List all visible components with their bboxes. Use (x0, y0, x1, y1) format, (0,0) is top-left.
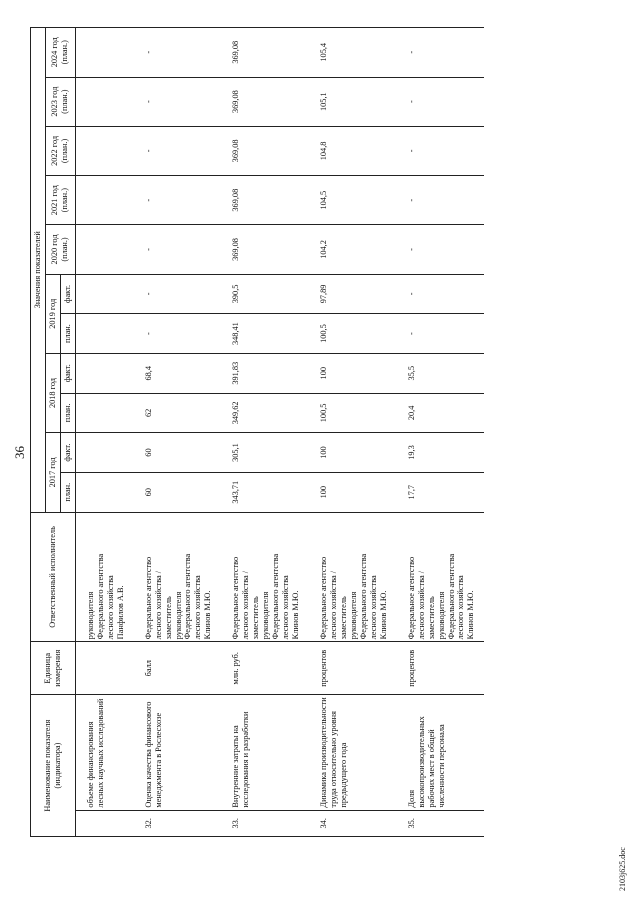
executor-line: лесного хозяйства / (241, 570, 251, 640)
header-executor: Ответственный исполнитель (31, 512, 76, 642)
value-cell: 390,5 (221, 274, 309, 314)
header-year-2023: 2023 год (план.) (45, 77, 75, 126)
value-cell: - (397, 274, 485, 314)
value-cell: 100 (309, 433, 397, 473)
value-cell: 369,08 (221, 225, 309, 274)
executor-line: лесного хозяйства (281, 575, 291, 640)
executor-line: лесного хозяйства (456, 575, 466, 640)
executor-line: Клинов М.Ю. (203, 590, 213, 640)
value-cell: 19,3 (397, 433, 485, 473)
executor-line: Федеральное агентство (231, 556, 241, 640)
executor-line: Федеральное агентство (143, 556, 153, 640)
executor-line: Федерального агентства (183, 553, 193, 640)
indicator-name: объеме финансирования лесных научных исследований (75, 695, 133, 810)
header-plan: план. (60, 314, 75, 354)
value-cell: - (397, 225, 485, 274)
executor-line: руководителя (436, 591, 446, 640)
executor-line: Федерального агентства (95, 553, 105, 640)
header-year-2024: 2024 год (план.) (45, 28, 75, 78)
header-plan: план. (60, 393, 75, 433)
header-values: Значения показателей (31, 28, 46, 513)
value-cell: - (397, 77, 485, 126)
value-cell: 100 (309, 472, 397, 512)
executor-line: Клинов М.Ю. (378, 590, 388, 640)
value-cell: - (397, 176, 485, 225)
value-cell (75, 225, 133, 274)
value-cell: 20,4 (397, 393, 485, 433)
value-cell: 349,62 (221, 393, 309, 433)
executor-line: лесного хозяйства (105, 575, 115, 640)
table-row (397, 28, 485, 837)
value-cell: - (134, 77, 222, 126)
header-year-2018: 2018 год (45, 353, 60, 432)
value-cell: 60 (134, 472, 222, 512)
value-cell: 369,08 (221, 28, 309, 78)
indicators-table (30, 27, 484, 837)
executor-line: Федерального агентства (358, 553, 368, 640)
executor-line: лесного хозяйства (368, 575, 378, 640)
executor-line: Панфилов А.В. (115, 585, 125, 640)
executor-line: лесного хозяйства / (416, 570, 426, 640)
value-cell: 343,71 (221, 472, 309, 512)
value-cell: - (397, 28, 485, 78)
value-cell: - (397, 126, 485, 175)
table-row (134, 28, 222, 837)
executor-cell (134, 512, 222, 642)
indicator-name: Внутренние затраты на исследования и разработки (221, 695, 309, 810)
unit-cell: млн. руб. (221, 642, 309, 695)
row-number (75, 810, 133, 836)
value-cell (75, 274, 133, 314)
value-cell (75, 176, 133, 225)
unit-cell: процентов (309, 642, 397, 695)
value-cell: - (134, 126, 222, 175)
executor-line: Федерального агентства (271, 553, 281, 640)
header-year-2021: 2021 год (план.) (45, 176, 75, 225)
value-cell: 97,89 (309, 274, 397, 314)
value-cell: 104,2 (309, 225, 397, 274)
executor-line: Федеральное агентство (319, 556, 329, 640)
value-cell (75, 314, 133, 354)
unit-cell: процентов (397, 642, 485, 695)
executor-line: Федерального агентства (446, 553, 456, 640)
value-cell: 391,83 (221, 353, 309, 393)
value-cell: - (134, 274, 222, 314)
value-cell: 60 (134, 433, 222, 473)
executor-line: Клинов М.Ю. (466, 590, 476, 640)
executor-line: заместитель (163, 596, 173, 640)
header-year-2019: 2019 год (45, 274, 60, 353)
value-cell: 369,08 (221, 77, 309, 126)
row-number: 32. (134, 810, 222, 836)
value-cell: 17,7 (397, 472, 485, 512)
header-year-2020: 2020 год (план.) (45, 225, 75, 274)
table-row (309, 28, 397, 837)
value-cell (75, 126, 133, 175)
value-cell: 100,5 (309, 393, 397, 433)
value-cell: 369,08 (221, 176, 309, 225)
header-name: Наименование показателя (индикатора) (31, 695, 76, 837)
value-cell: - (134, 28, 222, 78)
header-fact: факт. (60, 433, 75, 473)
executor-line: руководителя (85, 591, 95, 640)
executor-line: лесного хозяйства / (153, 570, 163, 640)
executor-line: лесного хозяйства / (328, 570, 338, 640)
value-cell (75, 28, 133, 78)
page-number: 36 (12, 446, 27, 459)
executor-cell (309, 512, 397, 642)
row-number: 35. (397, 810, 485, 836)
value-cell (75, 77, 133, 126)
value-cell: 104,8 (309, 126, 397, 175)
value-cell: 305,1 (221, 433, 309, 473)
value-cell: - (134, 176, 222, 225)
executor-cell (75, 512, 133, 642)
value-cell: - (134, 314, 222, 354)
table-row (75, 28, 133, 837)
indicator-name: Оценка качества финансового менеджмента в Рослесхозе (134, 695, 222, 810)
header-year-2017: 2017 год (45, 433, 60, 512)
header-year-2022: 2022 год (план.) (45, 126, 75, 175)
value-cell: 100 (309, 353, 397, 393)
value-cell (75, 433, 133, 473)
value-cell: 62 (134, 393, 222, 433)
executor-line: заместитель (338, 596, 348, 640)
executor-line: заместитель (426, 596, 436, 640)
unit-cell (75, 642, 133, 695)
value-cell: 105,1 (309, 77, 397, 126)
value-cell (75, 472, 133, 512)
value-cell (75, 393, 133, 433)
value-cell: 68,4 (134, 353, 222, 393)
value-cell: - (134, 225, 222, 274)
executor-line: руководителя (261, 591, 271, 640)
executor-line: заместитель (251, 596, 261, 640)
header-unit: Единица измерения (31, 642, 76, 695)
table-body (75, 28, 484, 837)
value-cell: 369,08 (221, 126, 309, 175)
header-plan: план. (60, 472, 75, 512)
executor-line: Клинов М.Ю. (291, 590, 301, 640)
executor-cell (397, 512, 485, 642)
table-row (221, 28, 309, 837)
indicator-name: Доля высокопроизводительных рабочих мест в общей численности персонала (397, 695, 485, 810)
value-cell: 100,5 (309, 314, 397, 354)
value-cell: 104,5 (309, 176, 397, 225)
value-cell: 348,41 (221, 314, 309, 354)
value-cell: - (397, 314, 485, 354)
file-name: 2103j625.doc (618, 847, 627, 891)
header-fact: факт. (60, 353, 75, 393)
row-number: 33. (221, 810, 309, 836)
executor-cell (221, 512, 309, 642)
value-cell (75, 353, 133, 393)
value-cell: 105,4 (309, 28, 397, 78)
executor-line: руководителя (173, 591, 183, 640)
row-number: 34. (309, 810, 397, 836)
value-cell: 35,5 (397, 353, 485, 393)
executor-line: лесного хозяйства (193, 575, 203, 640)
unit-cell: балл (134, 642, 222, 695)
executor-line: Федеральное агентство (406, 556, 416, 640)
executor-line: руководителя (348, 591, 358, 640)
indicator-name: Динамика производительности труда относительно уровня предыдущего года (309, 695, 397, 810)
header-fact: факт. (60, 274, 75, 314)
